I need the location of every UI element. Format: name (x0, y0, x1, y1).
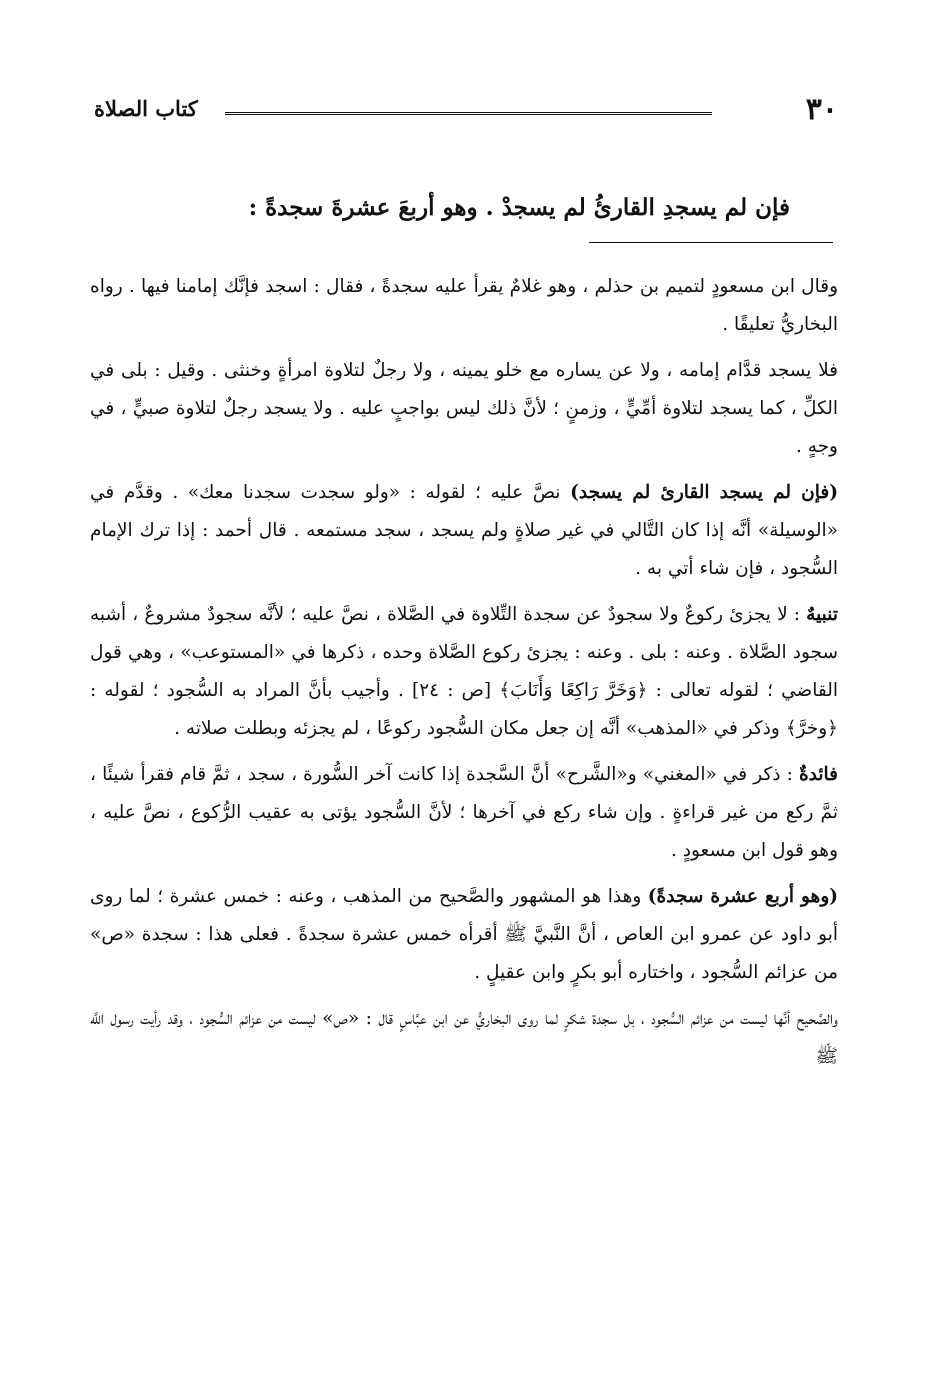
paragraph-text: : لا يجزئ ركوعٌ ولا سجودٌ عن سجدة التِّلاوة في الصَّلاة ، نصَّ عليه ؛ لأنَّه سجودٌ مشروعٌ ، أشبه سجود الصَّلاة . وعنه : بلى . وعنه : يجزئ ركوع الصَّلاة وحده ، ذكرها في «المستوعب» ، وهي قول القاضي ؛ لقوله تعالى : ﴿وَخَرَّ رَاكِعًا وَأَنَابَ﴾ [ص : ٢٤] . وأجيب بأنَّ المراد به السُّجود ؛ لقوله : ﴿وخرَّ﴾ وذكر في «المذهب» أنَّه إن جعل مكان السُّجود ركوعًا ، لم يجزئه وبطلت صلاته . (90, 604, 838, 739)
matn-heading: فإن لم يسجدِ القارئُ لم يسجدْ . وهو أربعَ عشرةَ سجدةً : (248, 194, 790, 221)
paragraph (90, 596, 838, 748)
paragraph-lead: (وهو أربع عشرة سجدةً) (647, 886, 838, 907)
paragraph (90, 756, 838, 870)
paragraph-lead: (فإن لم يسجد القارئ لم يسجد) (570, 482, 838, 503)
paragraph (90, 352, 838, 466)
paragraph (90, 878, 838, 992)
paragraph-text: وقال ابن مسعودٍ لتميم بن حذلم ، وهو غلامٌ يقرأ عليه سجدةً ، فقال : اسجد فإنَّك إمامنا فيها . رواه البخاريُّ تعليقًا . (90, 276, 838, 335)
paragraph-text: فلا يسجد قدَّام إمامه ، ولا عن يساره مع خلو يمينه ، ولا رجلٌ لتلاوة امرأةٍ وخنثى . وقيل : بلى في الكلِّ ، كما يسجد لتلاوة أمِّيٍّ ، وزمنٍ ؛ لأنَّ ذلك ليس بواجبٍ عليه . ولا يسجد رجلٌ لتلاوة صبيٍّ ، في وجهٍ . (90, 360, 838, 457)
paragraph (90, 268, 838, 344)
paragraph-lead: تنبيهٌ (806, 604, 838, 625)
header-rule (225, 112, 712, 115)
page-number: ٣٠ (805, 92, 838, 127)
paragraph-text: نصَّ عليه ؛ لقوله : «ولو سجدت سجدنا معك» . وقدَّم في «الوسيلة» أنَّه إذا كان التَّالي في غير صلاةٍ ولم يسجد ، سجد مستمعه . قال أحمد : إذا ترك الإمام السُّجود ، فإن شاء أتي به . (90, 482, 838, 579)
running-title: كتاب الصلاة (94, 96, 198, 121)
paragraph-text: وهذا هو المشهور والصَّحيح من المذهب ، وعنه : خمس عشرة ؛ لما روى أبو داود عن عمرو ابن العاص ، أنَّ النَّبيَّ ﷺ أقرأه خمس عشرة سجدةً . فعلى هذا : سجدة «ص» من عزائم السُّجود ، واختاره أبو بكرٍ وابن عقيلٍ . (90, 886, 838, 983)
paragraph-text: : ذكر في «المغني» و«الشَّرح» أنَّ السَّجدة إذا كانت آخر السُّورة ، سجد ، ثمَّ قام فقرأ شيئًا ، ثمَّ ركع من غير قراءةٍ . وإن شاء ركع في آخرها ؛ لأنَّ السُّجود يؤتى به عقيب الرُّكوع ، نصَّ عليه ، وهو قول ابن مسعودٍ . (90, 764, 838, 861)
commentary-body (90, 268, 838, 1076)
paragraph (90, 1000, 838, 1076)
matn-rule (589, 242, 833, 243)
paragraph-lead: فائدةٌ (798, 764, 838, 785)
paragraph-text: والصَّحيح أنَّها ليست من عزائم السُّجود ، بل سجدة شكرٍ لما روى البخاريُّ عن ابن عبَّاسٍ قال : «ص» ليست من عزائم السُّجود ، وقد رأيت رسول اللَّه ﷺ (90, 1008, 838, 1067)
paragraph (90, 474, 838, 588)
